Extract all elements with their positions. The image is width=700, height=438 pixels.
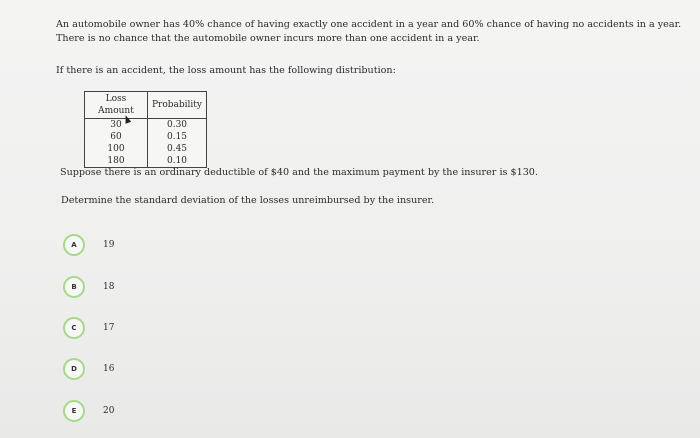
probability-cell: 0.15 (148, 131, 207, 143)
question-intro: An automobile owner has 40% chance of having exactly one accident in a year and 60% chance of having no accidents in a year. There is no chance that the automobile owner incurs more than one accident in a year. (56, 19, 682, 44)
option-value: 17 (103, 323, 115, 333)
header-loss-amount: Loss Amount (85, 92, 148, 119)
question-prompt: Determine the standard deviation of the losses unreimbursed by the insurer. (61, 195, 435, 206)
probability-cell: 0.30 (148, 119, 207, 132)
table-row (85, 143, 207, 155)
table-row (85, 131, 207, 143)
probability-cell: 0.10 (148, 155, 207, 168)
option-letter: E (71, 407, 77, 415)
table-row (85, 119, 207, 132)
loss-amount-cell: 60 (85, 131, 148, 143)
option-letter: A (71, 241, 77, 249)
loss-amount-cell: 30 (85, 119, 148, 132)
probability-cell: 0.45 (148, 143, 207, 155)
option-value: 16 (103, 364, 115, 374)
table-header-row (85, 92, 207, 119)
option-value: 19 (103, 240, 115, 250)
header-probability: Probability (148, 92, 207, 119)
loss-distribution-table (84, 91, 207, 168)
loss-amount-cell: 180 (85, 155, 148, 168)
option-letter: C (71, 324, 77, 332)
option-letter: D (71, 365, 77, 373)
loss-amount-cell: 100 (85, 143, 148, 155)
question-supposition: Suppose there is an ordinary deductible of $40 and the maximum payment by the insurer is $130. (60, 167, 538, 178)
option-letter: B (71, 283, 77, 291)
option-value: 20 (103, 406, 115, 416)
option-value: 18 (103, 282, 115, 292)
question-lead: If there is an accident, the loss amount has the following distribution: (56, 65, 396, 76)
